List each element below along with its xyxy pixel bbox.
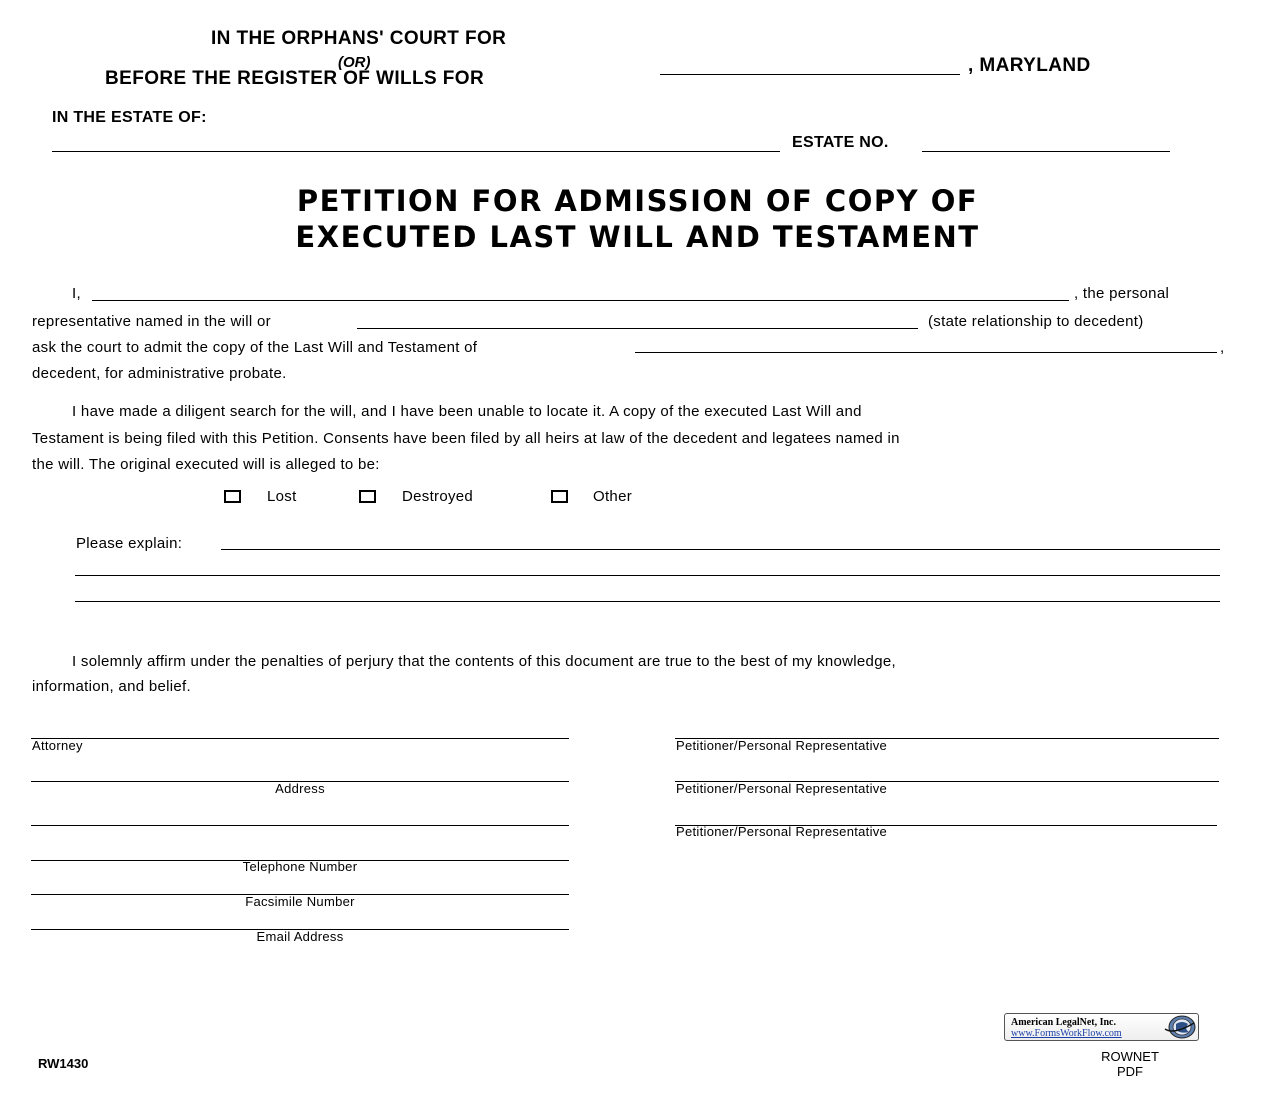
logo-company-name: American LegalNet, Inc. [1011, 1017, 1116, 1028]
ask-court-text: ask the court to admit the copy of the Last Will and Testament of [32, 339, 478, 356]
american-legalnet-logo[interactable] [1004, 1013, 1199, 1041]
search-line-3: the will. The original executed will is alleged to be: [32, 456, 380, 473]
affirm-line-2: information, and belief. [32, 678, 191, 695]
document-title-line2: EXECUTED LAST WILL AND TESTAMENT [295, 220, 980, 254]
facsimile-label: Facsimile Number [245, 894, 355, 909]
register-line: BEFORE THE REGISTER OF WILLS FOR [105, 68, 485, 89]
logo-url-link[interactable]: www.FormsWorkFlow.com [1011, 1028, 1122, 1039]
globe-icon [1162, 1015, 1196, 1039]
attorney-label: Attorney [32, 738, 83, 753]
form-code: RW1430 [38, 1056, 89, 1071]
pdf-label: PDF [1117, 1064, 1143, 1079]
maryland-suffix: , MARYLAND [968, 55, 1091, 76]
estate-name-field[interactable] [52, 151, 780, 152]
destroyed-checkbox[interactable] [359, 490, 376, 503]
rownet-label: ROWNET [1101, 1049, 1159, 1064]
rep-named-text: representative named in the will or [32, 313, 271, 330]
county-field[interactable] [660, 74, 960, 75]
telephone-label: Telephone Number [242, 859, 358, 874]
address-label: Address [275, 781, 325, 796]
search-line-2: Testament is being filed with this Petition. Consents have been filed by all heirs at law of the decedent and legatees named in [32, 430, 900, 447]
estate-of-label: IN THE ESTATE OF: [52, 109, 207, 126]
destroyed-label: Destroyed [402, 488, 474, 505]
document-title-line1: PETITION FOR ADMISSION OF COPY OF [296, 184, 979, 218]
decedent-name-field[interactable] [635, 352, 1217, 353]
lost-label: Lost [267, 488, 297, 505]
decedent-line: decedent, for administrative probate. [32, 365, 287, 382]
lost-checkbox[interactable] [224, 490, 241, 503]
personal-suffix: , the personal [1074, 285, 1170, 302]
search-line-1: I have made a diligent search for the will, and I have been unable to locate it. A copy of the executed Last Will and [72, 403, 862, 420]
estate-no-label: ESTATE NO. [792, 134, 889, 151]
estate-no-field[interactable] [922, 151, 1170, 152]
other-label: Other [593, 488, 633, 505]
explain-line-2[interactable] [75, 575, 1220, 576]
affirm-line-1: I solemnly affirm under the penalties of perjury that the contents of this document are true to the best of my knowledge, [72, 653, 896, 670]
explain-line-1[interactable] [221, 549, 1220, 550]
explain-label: Please explain: [76, 535, 183, 552]
email-label: Email Address [256, 929, 344, 944]
relationship-hint: (state relationship to decedent) [928, 313, 1144, 330]
other-checkbox[interactable] [551, 490, 568, 503]
petitioner-label-1: Petitioner/Personal Representative [676, 738, 888, 753]
relationship-field[interactable] [357, 328, 918, 329]
address-line-2[interactable] [31, 825, 569, 826]
attorney-signature-line[interactable] [31, 738, 569, 739]
explain-line-3[interactable] [75, 601, 1220, 602]
court-line: IN THE ORPHANS' COURT FOR [211, 28, 507, 49]
petitioner-label-3: Petitioner/Personal Representative [676, 824, 888, 839]
i-label: I, [72, 285, 81, 302]
petitioner-name-field[interactable] [92, 300, 1069, 301]
comma: , [1220, 339, 1225, 356]
or-text: (OR) [338, 54, 371, 71]
petitioner-label-2: Petitioner/Personal Representative [676, 781, 888, 796]
